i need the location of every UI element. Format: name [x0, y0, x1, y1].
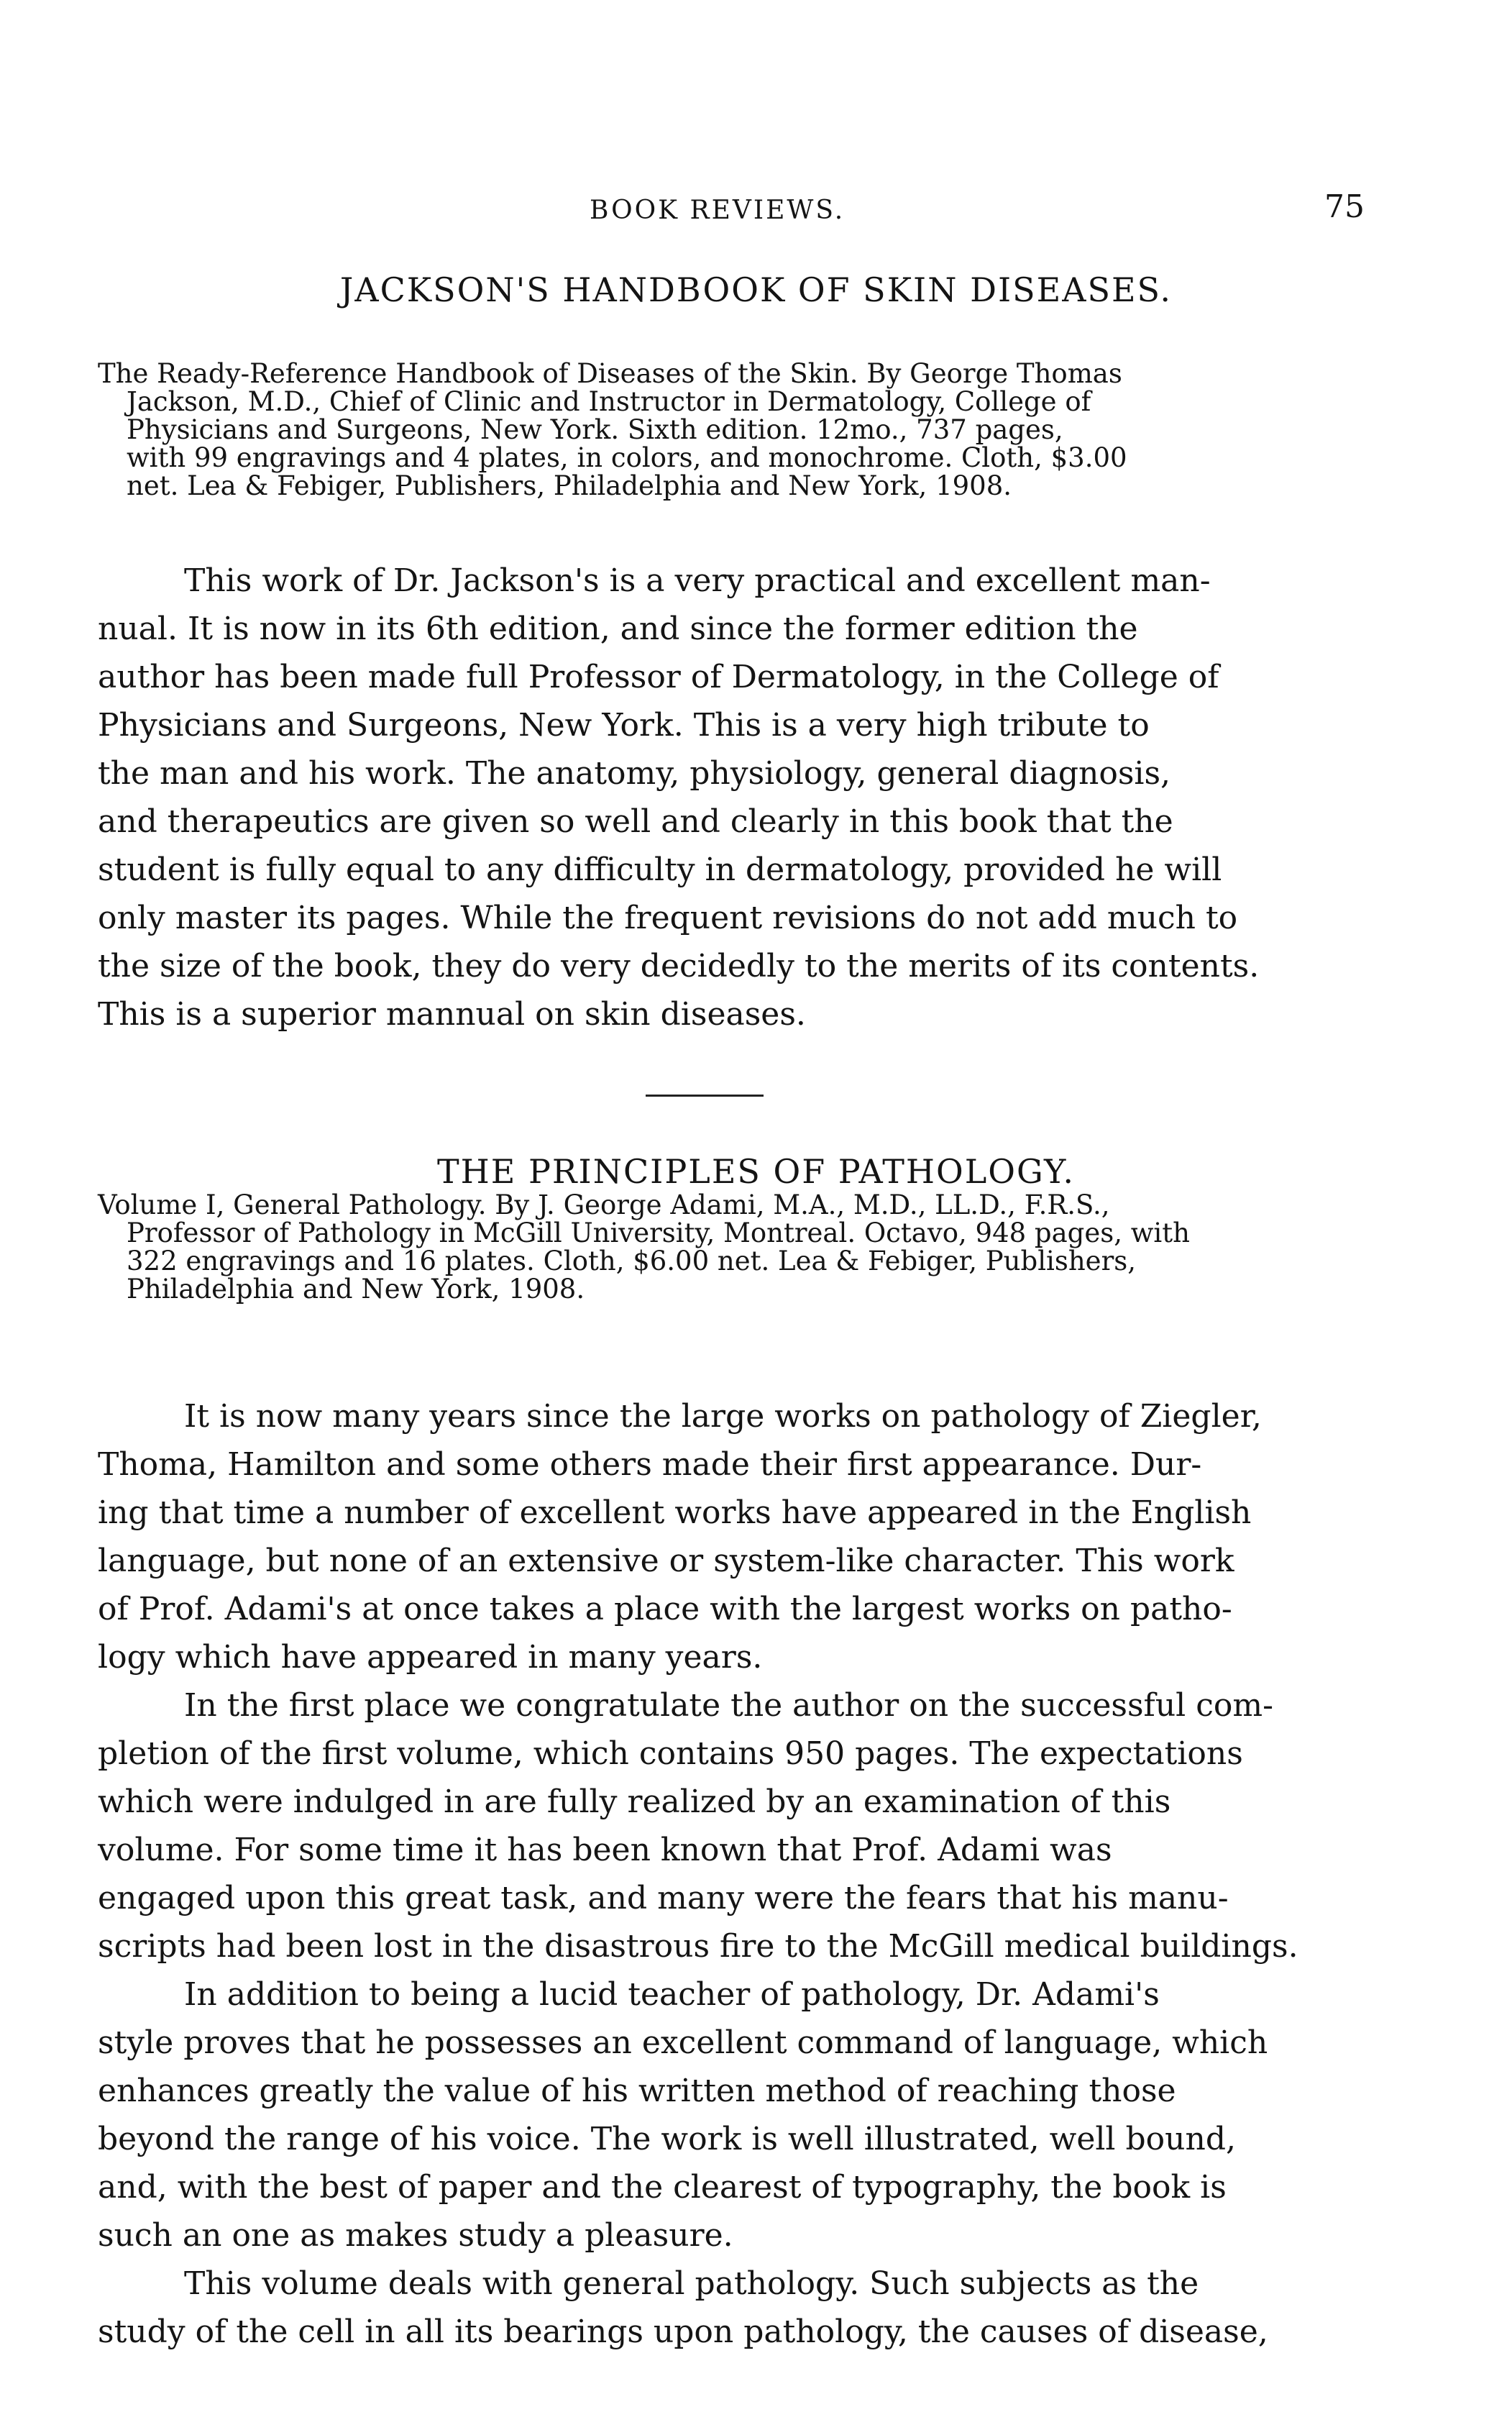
- review-title-pathology: THE PRINCIPLES OF PATHOLOGY.: [436, 1152, 1076, 1191]
- text-line: Physicians and Surgeons, New York. This is a very high tribute to: [98, 707, 1150, 744]
- text-line: enhances greatly the value of his written method of reaching those: [98, 2073, 1176, 2109]
- text-line: student is fully equal to any difficulty in dermatology, provided he will: [98, 851, 1222, 888]
- text-line: pletion of the first volume, which contains 950 pages. The expectations: [98, 1735, 1243, 1772]
- citation-pathology: [98, 1191, 1415, 1303]
- text-line: It is now many years since the large works on pathology of Ziegler,: [184, 1398, 1262, 1435]
- page-number: 75: [1324, 188, 1365, 225]
- text-line: nual. It is now in its 6th edition, and since the former edition the: [98, 611, 1138, 647]
- text-line: Thoma, Hamilton and some others made their first appearance. Dur-: [98, 1446, 1202, 1483]
- text-line: style proves that he possesses an excellent command of language, which: [98, 2024, 1268, 2061]
- text-line: scripts had been lost in the disastrous fire to the McGill medical buildings.: [98, 1928, 1298, 1965]
- text-line: author has been made full Professor of Dermatology, in the College of: [98, 659, 1219, 695]
- review-body-pathology: [98, 1392, 1385, 2356]
- section-divider: [646, 1095, 764, 1097]
- citation-line: Professor of Pathology in McGill University, Montreal. Octavo, 948 pages, with: [127, 1218, 1190, 1248]
- text-line: and, with the best of paper and the clearest of typography, the book is: [98, 2169, 1227, 2206]
- text-line: This work of Dr. Jackson's is a very practical and excellent man-: [184, 562, 1211, 599]
- citation-line: net. Lea & Febiger, Publishers, Philadelphia and New York, 1908.: [127, 470, 1012, 501]
- text-line: study of the cell in all its bearings upon pathology, the causes of disease,: [98, 2313, 1268, 2350]
- citation-line: The Ready-Reference Handbook of Diseases of the Skin. By George Thomas: [98, 358, 1122, 389]
- text-line: the size of the book, they do very decidedly to the merits of its contents.: [98, 948, 1260, 984]
- text-line: This volume deals with general pathology. Such subjects as the: [184, 2265, 1199, 2302]
- citation-line: with 99 engravings and 4 plates, in colors, and monochrome. Cloth, $3.00: [127, 442, 1127, 473]
- review-body-jackson: [98, 557, 1385, 1038]
- running-head: BOOK REVIEWS.: [590, 196, 846, 225]
- citation-line: Jackson, M.D., Chief of Clinic and Instructor in Dermatology, College of: [127, 386, 1091, 417]
- text-line: In addition to being a lucid teacher of pathology, Dr. Adami's: [184, 1976, 1160, 2013]
- text-line: the man and his work. The anatomy, physiology, general diagnosis,: [98, 755, 1171, 792]
- text-line: only master its pages. While the frequent revisions do not add much to: [98, 900, 1238, 936]
- text-line: such an one as makes study a pleasure.: [98, 2217, 733, 2254]
- citation-line: Volume I, General Pathology. By J. George Adami, M.A., M.D., LL.D., F.R.S.,: [98, 1189, 1110, 1220]
- text-line: which were indulged in are fully realized by an examination of this: [98, 1783, 1171, 1820]
- text-line: volume. For some time it has been known that Prof. Adami was: [98, 1832, 1112, 1868]
- text-line: and therapeutics are given so well and clearly in this book that the: [98, 803, 1173, 840]
- text-line: logy which have appeared in many years.: [98, 1639, 763, 1676]
- review-title-jackson: JACKSON'S HANDBOOK OF SKIN DISEASES.: [339, 270, 1173, 309]
- text-line: of Prof. Adami's at once takes a place with the largest works on patho-: [98, 1591, 1232, 1627]
- text-line: This is a superior mannual on skin diseases.: [98, 996, 806, 1033]
- citation-line: 322 engravings and 16 plates. Cloth, $6.00 net. Lea & Febiger, Publishers,: [127, 1246, 1137, 1276]
- text-line: language, but none of an extensive or system-like character. This work: [98, 1543, 1234, 1579]
- citation-jackson: [98, 360, 1415, 500]
- text-line: engaged upon this great task, and many were the fears that his manu-: [98, 1880, 1229, 1917]
- citation-line: Physicians and Surgeons, New York. Sixth edition. 12mo., 737 pages,: [127, 414, 1063, 445]
- text-line: beyond the range of his voice. The work is well illustrated, well bound,: [98, 2121, 1236, 2157]
- citation-line: Philadelphia and New York, 1908.: [127, 1274, 585, 1305]
- text-line: In the first place we congratulate the author on the successful com-: [184, 1687, 1273, 1724]
- text-line: ing that time a number of excellent works have appeared in the English: [98, 1494, 1252, 1531]
